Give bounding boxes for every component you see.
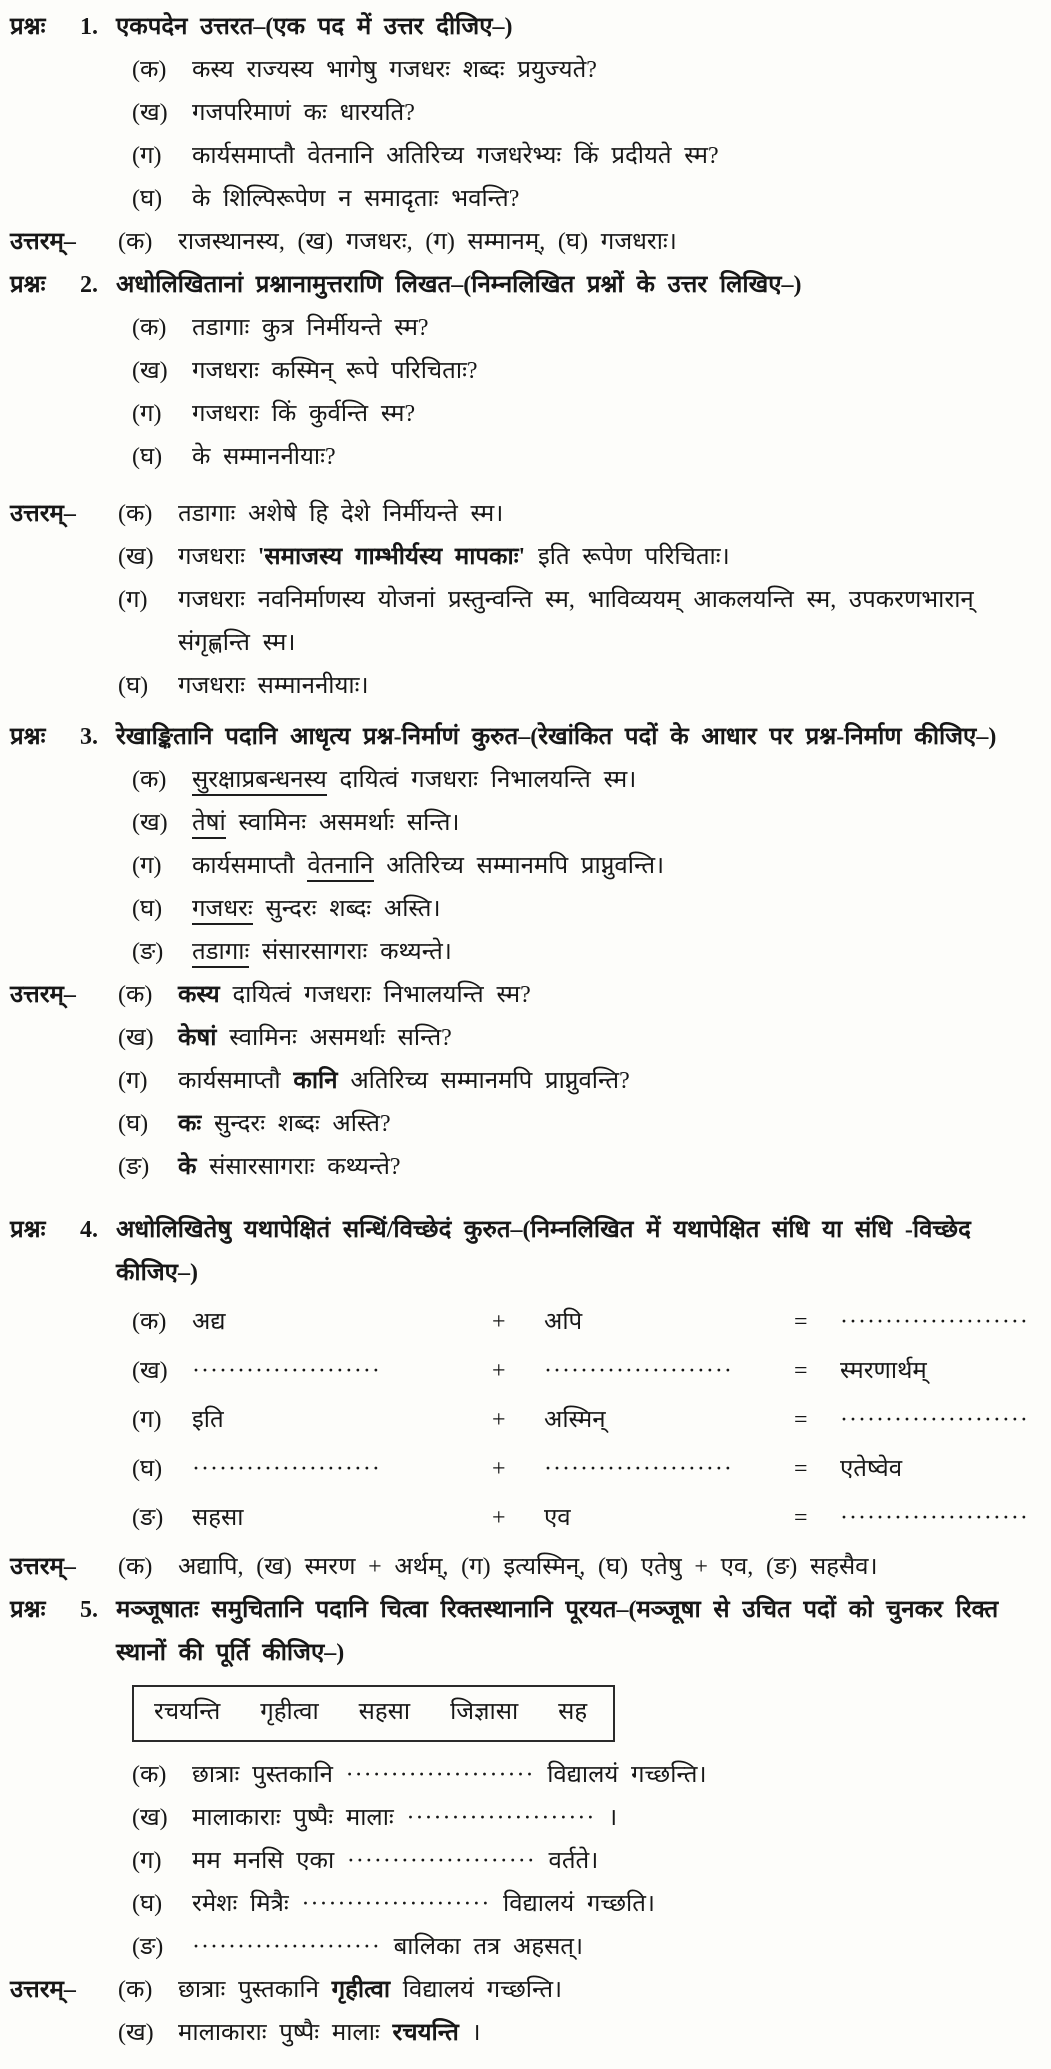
sandhi-word-2: ····················· (544, 1358, 733, 1384)
equals-sign: = (794, 1407, 808, 1433)
answer-3-row (10, 974, 1035, 1017)
sandhi-row (10, 1301, 1035, 1344)
text-post: विद्यालयं गच्छति। (503, 1891, 656, 1917)
list-item (10, 1017, 1035, 1060)
question-label: प्रश्नः (10, 724, 46, 750)
item-text (192, 178, 1035, 221)
answer-text (178, 579, 1035, 665)
text-bold: केषां (178, 1025, 217, 1051)
text-pre: गजधराः किं कुर्वन्ति स्म? (192, 401, 416, 427)
plus-sign: + (492, 1505, 506, 1531)
list-item (10, 2012, 1035, 2055)
item-marker: (क) (118, 1977, 153, 2003)
text-pre: छात्राः पुस्तकानि (192, 1762, 333, 1788)
text-pre: मम मनसि एका (192, 1848, 335, 1874)
list-item (10, 92, 1035, 135)
equals-sign: = (794, 1456, 808, 1482)
sandhi-row (10, 1350, 1035, 1393)
word-bank-item: सहसा (358, 1699, 411, 1725)
item-text (192, 436, 1035, 479)
sandhi-row (10, 1497, 1035, 1540)
question-number: 1. (80, 14, 98, 40)
text-post: स्वामिनः असमर्थाः सन्ति? (229, 1025, 452, 1051)
sandhi-word-2: अपि (544, 1309, 583, 1335)
item-text (192, 1926, 1035, 1969)
sandhi-result: स्मरणार्थम् (840, 1358, 927, 1384)
question-number: 2. (80, 272, 98, 298)
equals-sign: = (794, 1358, 808, 1384)
item-marker: (क) (118, 501, 153, 527)
blank-dots: ····················· (301, 1891, 491, 1917)
item-text (192, 1797, 1035, 1840)
list-item (10, 1797, 1035, 1840)
answer-text (178, 974, 1035, 1017)
sandhi-word-1: ····················· (192, 1456, 381, 1482)
underlined-word: सुरक्षाप्रबन्धनस्य (192, 767, 327, 796)
item-text (192, 845, 1035, 888)
underlined-word: वेतनानि (307, 853, 373, 882)
text-pre: गजधराः (178, 544, 245, 570)
answer-text: राजस्थानस्य, (ख) गजधरः, (ग) सम्मानम्, (घ) गजधराः। (178, 229, 677, 255)
blank-dots: ····················· (346, 1848, 536, 1874)
answer-1-row (10, 221, 1035, 264)
sandhi-row (10, 1448, 1035, 1491)
text-bold: रचयन्ति (392, 2020, 459, 2046)
item-marker: (ग) (118, 1068, 148, 1094)
item-marker: (ङ) (132, 939, 164, 965)
text-bold: कस्य (178, 982, 220, 1008)
sandhi-word-1: ····················· (192, 1358, 381, 1384)
item-marker: (क) (118, 982, 153, 1008)
question-title: अधोलिखितेषु यथापेक्षितं सन्धिं/विच्छेदं कुरुत–(निम्नलिखित में यथापेक्षित संधि या संधि -विच्छेद कीजिए–) (116, 1217, 971, 1286)
question-title: एकपदेन उत्तरत–(एक पद में उत्तर दीजिए–) (116, 14, 513, 40)
text-post: इति रूपेण परिचिताः। (537, 544, 730, 570)
answer-4-row (10, 1546, 1035, 1589)
answer-text (178, 1060, 1035, 1103)
text-bold: कः (178, 1111, 202, 1137)
text-post: संसारसागराः कथ्यन्ते? (209, 1154, 401, 1180)
text-post: वर्तते। (548, 1848, 599, 1874)
sandhi-result: ····················· (840, 1505, 1029, 1531)
question-3-heading-row (10, 716, 1035, 759)
answer-label: उत्तरम्– (10, 1977, 76, 2003)
question-label: प्रश्नः (10, 1597, 46, 1623)
list-item (10, 393, 1035, 436)
answer-text (178, 1969, 1035, 2012)
item-marker: (ग) (118, 587, 148, 613)
sandhi-result: ····················· (840, 1407, 1029, 1433)
item-text (192, 802, 1035, 845)
sandhi-word-2: एव (544, 1505, 571, 1531)
text-bold: गृहीत्वा (331, 1977, 391, 2003)
word-bank-item: जिज्ञासा (450, 1699, 519, 1725)
item-marker: (घ) (118, 1111, 149, 1137)
equals-sign: = (794, 1505, 808, 1531)
question-title: रेखाङ्कितानि पदानि आधृत्य प्रश्न-निर्माणं कुरुत–(रेखांकित पदों के आधार पर प्रश्न-निर्माण कीजिए–) (116, 724, 997, 750)
list-item (10, 1754, 1035, 1797)
item-marker: (घ) (132, 1891, 163, 1917)
text-pre: छात्राः पुस्तकानि (178, 1977, 319, 2003)
list-item (10, 350, 1035, 393)
list-item (10, 802, 1035, 845)
answer-text: अद्यापि, (ख) स्मरण + अर्थम्, (ग) इत्यस्मिन्, (घ) एतेषु + एव, (ङ) सहसैव। (178, 1554, 878, 1580)
answer-text (178, 536, 1035, 579)
list-item (10, 178, 1035, 221)
word-bank-wrapper (132, 1685, 1035, 1742)
text-pre: के सम्माननीयाः? (192, 444, 336, 470)
item-marker: (क) (132, 315, 167, 341)
sandhi-word-1: अद्य (192, 1309, 226, 1335)
item-marker: (ख) (132, 358, 168, 384)
plus-sign: + (492, 1456, 506, 1482)
sandhi-result: एतेष्वेव (840, 1456, 903, 1482)
answer-2-row (10, 493, 1035, 536)
item-marker: (क) (132, 57, 167, 83)
item-text (192, 307, 1035, 350)
item-text (192, 350, 1035, 393)
text-pre: तडागाः कुत्र निर्मीयन्ते स्म? (192, 315, 429, 341)
text-bold: कानि (293, 1068, 338, 1094)
text-post: सुन्दरः शब्दः अस्ति। (265, 896, 441, 922)
item-text (192, 135, 1035, 178)
sandhi-result: ····················· (840, 1309, 1029, 1335)
item-marker: (घ) (132, 444, 163, 470)
question-title: मञ्जूषातः समुचितानि पदानि चित्वा रिक्तस्थानानि पूरयत–(मञ्जूषा से उचित पदों को चुनकर रिक्त स्थानों की पूर्ति कीजिए–) (116, 1597, 999, 1666)
answer-label: उत्तरम्– (10, 1554, 76, 1580)
answer-text (178, 2012, 1035, 2055)
question-5-heading-row (10, 1589, 1035, 1675)
text-pre: के शिल्पिरूपेण न समादृताः भवन्ति? (192, 186, 520, 212)
text-pre: कार्यसमाप्तौ (192, 853, 295, 879)
item-text (192, 931, 1035, 974)
list-item (10, 759, 1035, 802)
word-bank (132, 1685, 615, 1742)
question-1-heading-row (10, 6, 1035, 49)
item-marker: (ख) (132, 100, 168, 126)
text-pre: गजधराः नवनिर्माणस्य योजनां प्रस्तुन्वन्ति स्म, भाविव्ययम् आकलयन्ति स्म, उपकरणभारान् संगृह्णन्ति स्म। (178, 587, 974, 656)
word-bank-item: सह (558, 1699, 588, 1725)
item-marker: (ग) (132, 143, 162, 169)
sandhi-word-1: सहसा (192, 1505, 244, 1531)
answer-text (178, 1103, 1035, 1146)
text-pre: तडागाः अशेषे हि देशे निर्मीयन्ते स्म। (178, 501, 504, 527)
item-marker: (ख) (118, 544, 154, 570)
question-4-heading-row (10, 1209, 1035, 1295)
underlined-word: तडागाः (192, 939, 249, 968)
text-bold: के (178, 1154, 197, 1180)
item-marker: (क) (118, 229, 153, 255)
item-marker: (घ) (118, 673, 149, 699)
list-item (10, 665, 1035, 708)
plus-sign: + (492, 1407, 506, 1433)
plus-sign: + (492, 1309, 506, 1335)
question-number: 4. (80, 1217, 98, 1243)
word-bank-item: रचयन्ति (154, 1699, 221, 1725)
question-label: प्रश्नः (10, 14, 46, 40)
underlined-word: तेषां (192, 810, 226, 839)
sandhi-word-2: अस्मिन् (544, 1407, 606, 1433)
list-item (10, 1926, 1035, 1969)
item-marker: (ख) (118, 1025, 154, 1051)
question-2-heading-row (10, 264, 1035, 307)
text-post: सुन्दरः शब्दः अस्ति? (214, 1111, 391, 1137)
list-item (10, 49, 1035, 92)
text-pre: गजधराः कस्मिन् रूपे परिचिताः? (192, 358, 478, 384)
item-marker: (ग) (132, 1848, 162, 1874)
equals-sign: = (794, 1309, 808, 1335)
list-item (10, 1060, 1035, 1103)
list-item (10, 1840, 1035, 1883)
text-pre: कार्यसमाप्तौ (178, 1068, 281, 1094)
list-item (10, 1103, 1035, 1146)
list-item (10, 888, 1035, 931)
item-text (192, 1883, 1035, 1926)
text-bold: 'समाजस्य गाम्भीर्यस्य मापकाः' (257, 544, 526, 570)
list-item (10, 536, 1035, 579)
word-bank-item: गृहीत्वा (260, 1699, 319, 1725)
item-marker: (क) (132, 1762, 167, 1788)
item-marker: (घ) (132, 896, 163, 922)
list-item (10, 135, 1035, 178)
sandhi-row (10, 1399, 1035, 1442)
item-text (192, 1754, 1035, 1797)
text-post: बालिका तत्र अहसत्। (393, 1934, 584, 1960)
item-text (192, 393, 1035, 436)
text-pre: मालाकाराः पुष्पैः मालाः (178, 2020, 380, 2046)
item-marker: (ग) (132, 853, 162, 879)
item-marker: (क) (132, 1309, 167, 1335)
text-post: संसारसागराः कथ्यन्ते। (262, 939, 452, 965)
text-post: । (471, 2020, 481, 2046)
blank-dots: ····················· (406, 1805, 596, 1831)
item-marker: (ङ) (118, 1154, 150, 1180)
text-post: विद्यालयं गच्छन्ति। (547, 1762, 707, 1788)
item-text (192, 759, 1035, 802)
list-item (10, 1146, 1035, 1189)
text-post: दायित्वं गजधराः निभालयन्ति स्म? (232, 982, 531, 1008)
answer-label: उत्तरम्– (10, 501, 76, 527)
list-item (10, 1883, 1035, 1926)
item-text (192, 1840, 1035, 1883)
list-item (10, 307, 1035, 350)
item-marker: (क) (118, 1554, 153, 1580)
text-post: विद्यालयं गच्छन्ति। (402, 1977, 563, 2003)
text-pre: रमेशः मित्रैः (192, 1891, 289, 1917)
list-item (10, 579, 1035, 665)
item-text (192, 49, 1035, 92)
item-marker: (ख) (132, 810, 168, 836)
sandhi-word-1: इति (192, 1407, 224, 1433)
item-marker: (ख) (118, 2020, 154, 2046)
underlined-word: गजधरः (192, 896, 253, 925)
blank-dots: ····················· (192, 1934, 381, 1960)
text-pre: मालाकाराः पुष्पैः मालाः (192, 1805, 394, 1831)
item-marker: (क) (132, 767, 167, 793)
text-post: । (608, 1805, 618, 1831)
text-post: दायित्वं गजधराः निभालयन्ति स्म। (339, 767, 637, 793)
list-item (10, 931, 1035, 974)
text-post: अतिरिच्य सम्मानमपि प्राप्नुवन्ति? (350, 1068, 630, 1094)
item-text (192, 888, 1035, 931)
item-marker: (ङ) (132, 1505, 164, 1531)
answer-text (178, 1017, 1035, 1060)
question-label: प्रश्नः (10, 1217, 46, 1243)
blank-dots: ····················· (345, 1762, 535, 1788)
list-item (10, 436, 1035, 479)
text-post: स्वामिनः असमर्थाः सन्ति। (238, 810, 460, 836)
item-text (192, 92, 1035, 135)
question-number: 3. (80, 724, 98, 750)
item-marker: (ग) (132, 1407, 162, 1433)
answer-label: उत्तरम्– (10, 229, 76, 255)
answer-text (178, 493, 1035, 536)
item-marker: (ख) (132, 1358, 168, 1384)
item-marker: (घ) (132, 186, 163, 212)
text-pre: गजपरिमाणं कः धारयति? (192, 100, 415, 126)
answer-text (178, 665, 1035, 708)
item-marker: (घ) (132, 1456, 163, 1482)
sandhi-word-2: ····················· (544, 1456, 733, 1482)
item-marker: (ख) (132, 1805, 168, 1831)
text-post: अतिरिच्य सम्मानमपि प्राप्नुवन्ति। (386, 853, 665, 879)
text-pre: गजधराः सम्माननीयाः। (178, 673, 369, 699)
item-marker: (ङ) (132, 1934, 164, 1960)
answer-label: उत्तरम्– (10, 982, 76, 1008)
list-item (10, 845, 1035, 888)
text-pre: कार्यसमाप्तौ वेतनानि अतिरिच्य गजधरेभ्यः किं प्रदीयते स्म? (192, 143, 719, 169)
answer-text (178, 1146, 1035, 1189)
item-marker: (ग) (132, 401, 162, 427)
plus-sign: + (492, 1358, 506, 1384)
answer-5-row (10, 1969, 1035, 2012)
text-pre: कस्य राज्यस्य भागेषु गजधरः शब्दः प्रयुज्यते? (192, 57, 597, 83)
question-number: 5. (80, 1597, 98, 1623)
question-label: प्रश्नः (10, 272, 46, 298)
question-title: अधोलिखितानां प्रश्नानामुत्तराणि लिखत–(निम्नलिखित प्रश्नों के उत्तर लिखिए–) (116, 272, 802, 298)
